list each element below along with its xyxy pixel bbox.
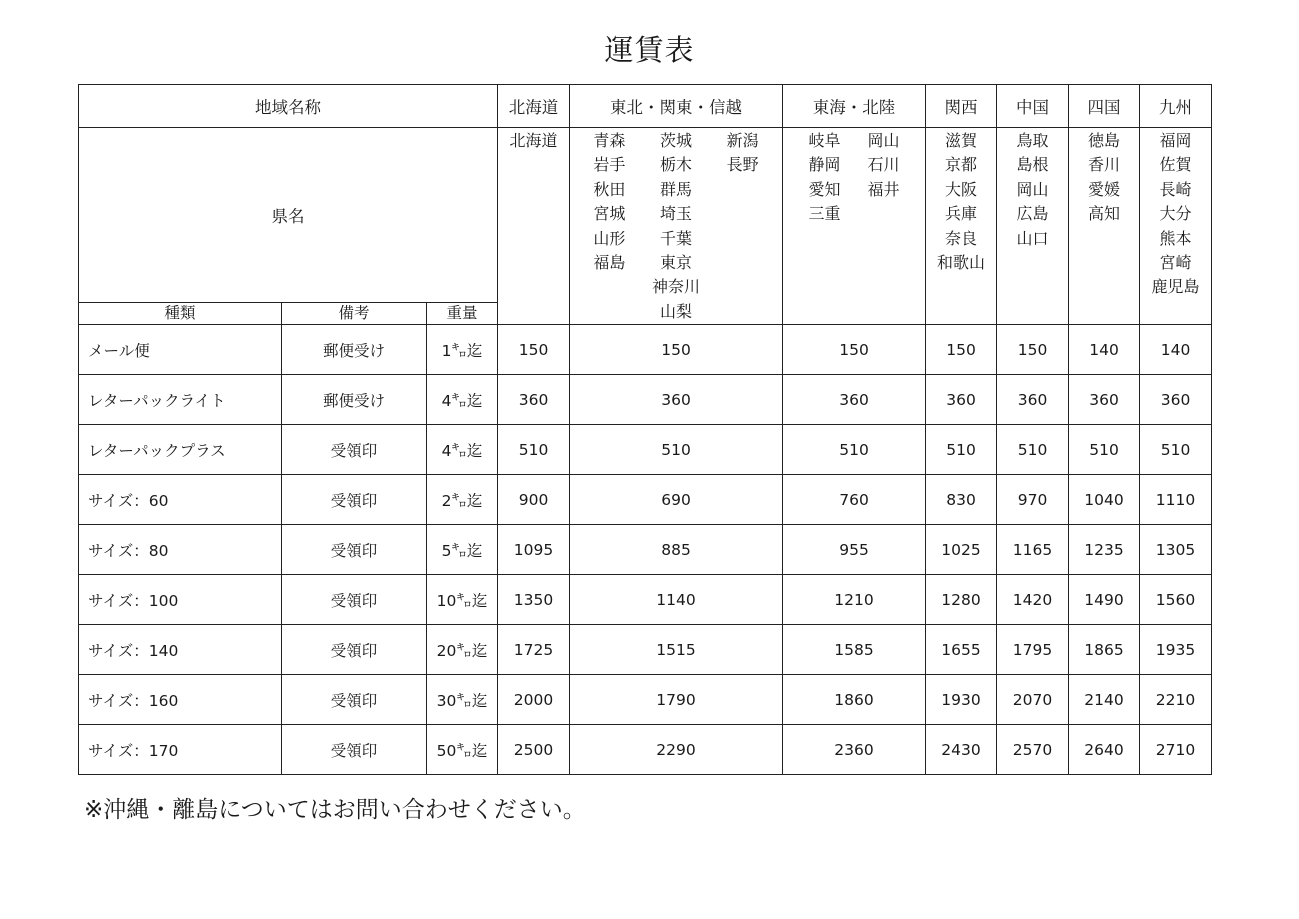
price-cell: 510 [570, 425, 783, 475]
price-cell: 140 [1140, 325, 1212, 375]
price-cell: 150 [570, 325, 783, 375]
prefecture-name: 宮崎 [1159, 252, 1192, 272]
prefecture-name: 長野 [726, 155, 759, 175]
price-cell: 1935 [1140, 625, 1212, 675]
price-cell: 1725 [498, 625, 570, 675]
prefecture-name: 福岡 [1159, 131, 1192, 150]
remark-cell: 郵便受け [282, 325, 427, 375]
prefecture-name: 茨城 [660, 131, 693, 150]
rate-table [78, 84, 1212, 775]
prefecture-name: 愛媛 [1088, 179, 1121, 199]
price-cell: 360 [570, 375, 783, 425]
table-row [79, 425, 1212, 475]
prefecture-list-cell [997, 128, 1069, 325]
price-cell: 1210 [783, 575, 926, 625]
price-cell: 2140 [1069, 675, 1140, 725]
prefecture-column [570, 275, 782, 324]
weight-cell: 4㌔迄 [427, 375, 498, 425]
price-cell: 1140 [570, 575, 783, 625]
region-header: 東海・北陸 [783, 85, 926, 128]
prefecture-name: 三重 [808, 204, 841, 224]
price-cell: 2430 [926, 725, 997, 775]
prefecture-column [795, 129, 854, 227]
price-cell: 2710 [1140, 725, 1212, 775]
prefecture-name: 静岡 [808, 155, 841, 175]
price-cell: 510 [783, 425, 926, 475]
weight-cell: 2㌔迄 [427, 475, 498, 525]
price-cell: 1110 [1140, 475, 1212, 525]
price-cell: 510 [997, 425, 1069, 475]
prefecture-list [997, 128, 1068, 251]
weight-cell: 50㌔迄 [427, 725, 498, 775]
prefecture-list [498, 128, 569, 153]
prefecture-name: 佐賀 [1159, 155, 1192, 175]
remark-cell: 受領印 [282, 625, 427, 675]
shipping-kind: サイズ：60 [79, 475, 282, 525]
prefecture-name: 大分 [1159, 204, 1192, 224]
shipping-kind: サイズ：80 [79, 525, 282, 575]
prefecture-name: 鳥取 [1016, 131, 1049, 150]
price-cell: 1235 [1069, 525, 1140, 575]
weight-cell: 4㌔迄 [427, 425, 498, 475]
price-cell: 1585 [783, 625, 926, 675]
prefecture-list-cell [570, 128, 783, 325]
price-cell: 1280 [926, 575, 997, 625]
table-row [79, 725, 1212, 775]
price-cell: 1795 [997, 625, 1069, 675]
price-cell: 2500 [498, 725, 570, 775]
kind-header: 種類 [79, 302, 282, 324]
region-header: 東北・関東・信越 [570, 85, 783, 128]
price-cell: 510 [1069, 425, 1140, 475]
prefecture-column [643, 129, 710, 275]
prefecture-name: 愛知 [808, 179, 841, 199]
price-cell: 1350 [498, 575, 570, 625]
price-cell: 1490 [1069, 575, 1140, 625]
prefecture-name: 青森 [593, 131, 626, 150]
prefecture-name: 鹿児島 [1151, 277, 1200, 297]
region-header: 四国 [1069, 85, 1140, 128]
price-cell: 360 [498, 375, 570, 425]
prefecture-name: 群馬 [660, 179, 693, 199]
price-cell: 1790 [570, 675, 783, 725]
prefecture-column [854, 129, 913, 227]
prefecture-name: 島根 [1016, 155, 1049, 175]
price-cell: 360 [997, 375, 1069, 425]
price-cell: 1655 [926, 625, 997, 675]
region-name-header: 地域名称 [79, 85, 498, 128]
shipping-kind: サイズ：160 [79, 675, 282, 725]
pref-name-header: 県名 [79, 128, 498, 303]
weight-cell: 10㌔迄 [427, 575, 498, 625]
weight-cell: 1㌔迄 [427, 325, 498, 375]
price-cell: 760 [783, 475, 926, 525]
table-row [79, 525, 1212, 575]
prefecture-name: 新潟 [726, 131, 759, 150]
remark-cell: 受領印 [282, 475, 427, 525]
prefecture-list-cell [498, 128, 570, 325]
prefecture-column [709, 129, 776, 275]
price-cell: 885 [570, 525, 783, 575]
price-cell: 900 [498, 475, 570, 525]
prefecture-name: 埼玉 [660, 204, 693, 224]
price-cell: 690 [570, 475, 783, 525]
prefecture-list-cell [1140, 128, 1212, 325]
prefecture-name: 徳島 [1088, 131, 1121, 150]
prefecture-list [926, 128, 996, 275]
prefecture-name: 岡山 [867, 131, 900, 150]
prefecture-list-cell [1069, 128, 1140, 325]
weight-header: 重量 [427, 302, 498, 324]
price-cell: 1420 [997, 575, 1069, 625]
prefecture-name: 北海道 [509, 131, 558, 150]
remark-cell: 受領印 [282, 725, 427, 775]
region-header: 北海道 [498, 85, 570, 128]
price-cell: 150 [997, 325, 1069, 375]
prefecture-name: 熊本 [1159, 228, 1192, 248]
price-cell: 510 [498, 425, 570, 475]
prefecture-column [576, 129, 643, 275]
prefecture-name: 栃木 [660, 155, 693, 175]
weight-cell: 30㌔迄 [427, 675, 498, 725]
prefecture-name: 秋田 [593, 179, 626, 199]
weight-cell: 5㌔迄 [427, 525, 498, 575]
shipping-kind: メール便 [79, 325, 282, 375]
prefecture-name: 福島 [593, 252, 626, 272]
prefecture-name: 広島 [1016, 204, 1049, 224]
price-cell: 1860 [783, 675, 926, 725]
prefecture-name: 神奈川 [652, 277, 701, 297]
prefecture-name: 福井 [867, 179, 900, 199]
remark-cell: 受領印 [282, 675, 427, 725]
price-cell: 2290 [570, 725, 783, 775]
price-cell: 360 [783, 375, 926, 425]
price-cell: 1040 [1069, 475, 1140, 525]
shipping-kind: サイズ：170 [79, 725, 282, 775]
prefecture-name: 山形 [593, 228, 626, 248]
price-cell: 150 [926, 325, 997, 375]
prefecture-name: 兵庫 [945, 204, 978, 224]
table-row [79, 675, 1212, 725]
prefecture-name: 長崎 [1159, 179, 1192, 199]
shipping-kind: レターパックライト [79, 375, 282, 425]
price-cell: 1515 [570, 625, 783, 675]
region-header-row [79, 85, 1212, 128]
prefecture-name: 千葉 [660, 228, 693, 248]
prefecture-name: 奈良 [945, 228, 978, 248]
price-cell: 1095 [498, 525, 570, 575]
region-header: 九州 [1140, 85, 1212, 128]
prefecture-name: 大阪 [945, 179, 978, 199]
prefecture-name: 岐阜 [808, 131, 841, 150]
price-cell: 1305 [1140, 525, 1212, 575]
prefecture-name: 香川 [1088, 155, 1121, 175]
table-row [79, 475, 1212, 525]
prefecture-name: 宮城 [593, 204, 626, 224]
prefecture-list-cell [783, 128, 926, 325]
prefecture-name: 東京 [660, 252, 693, 272]
shipping-kind: レターパックプラス [79, 425, 282, 475]
prefecture-name: 石川 [867, 155, 900, 175]
price-cell: 830 [926, 475, 997, 525]
remark-cell: 受領印 [282, 525, 427, 575]
prefecture-list [1140, 128, 1211, 300]
table-row [79, 575, 1212, 625]
price-cell: 2640 [1069, 725, 1140, 775]
price-cell: 1560 [1140, 575, 1212, 625]
rate-rows [79, 325, 1212, 775]
remark-cell: 郵便受け [282, 375, 427, 425]
region-header: 関西 [926, 85, 997, 128]
price-cell: 510 [1140, 425, 1212, 475]
prefecture-name: 京都 [945, 155, 978, 175]
price-cell: 1165 [997, 525, 1069, 575]
prefecture-row [79, 128, 1212, 303]
price-cell: 360 [1069, 375, 1140, 425]
price-cell: 1930 [926, 675, 997, 725]
remark-cell: 受領印 [282, 425, 427, 475]
prefecture-name: 山口 [1016, 228, 1049, 248]
price-cell: 360 [1140, 375, 1212, 425]
price-cell: 955 [783, 525, 926, 575]
price-cell: 150 [783, 325, 926, 375]
price-cell: 2210 [1140, 675, 1212, 725]
price-cell: 1865 [1069, 625, 1140, 675]
price-cell: 140 [1069, 325, 1140, 375]
price-cell: 970 [997, 475, 1069, 525]
page-title: 運賃表 [604, 33, 695, 67]
price-cell: 2070 [997, 675, 1069, 725]
price-cell: 1025 [926, 525, 997, 575]
prefecture-name: 和歌山 [937, 252, 986, 272]
prefecture-name: 岩手 [593, 155, 626, 175]
remarks-header: 備考 [282, 302, 427, 324]
price-cell: 360 [926, 375, 997, 425]
prefecture-list [1069, 128, 1139, 227]
prefecture-name: 山梨 [660, 301, 693, 321]
table-row [79, 325, 1212, 375]
prefecture-list-cell [926, 128, 997, 325]
region-header: 中国 [997, 85, 1069, 128]
weight-cell: 20㌔迄 [427, 625, 498, 675]
price-cell: 2570 [997, 725, 1069, 775]
table-row [79, 625, 1212, 675]
table-row [79, 375, 1212, 425]
prefecture-name: 高知 [1088, 204, 1121, 224]
price-cell: 2360 [783, 725, 926, 775]
price-cell: 2000 [498, 675, 570, 725]
footnote: ※沖縄・離島についてはお問い合わせください。 [84, 797, 586, 823]
price-cell: 150 [498, 325, 570, 375]
prefecture-name: 滋賀 [945, 131, 978, 150]
prefecture-name: 岡山 [1016, 179, 1049, 199]
shipping-kind: サイズ：140 [79, 625, 282, 675]
remark-cell: 受領印 [282, 575, 427, 625]
shipping-kind: サイズ：100 [79, 575, 282, 625]
price-cell: 510 [926, 425, 997, 475]
